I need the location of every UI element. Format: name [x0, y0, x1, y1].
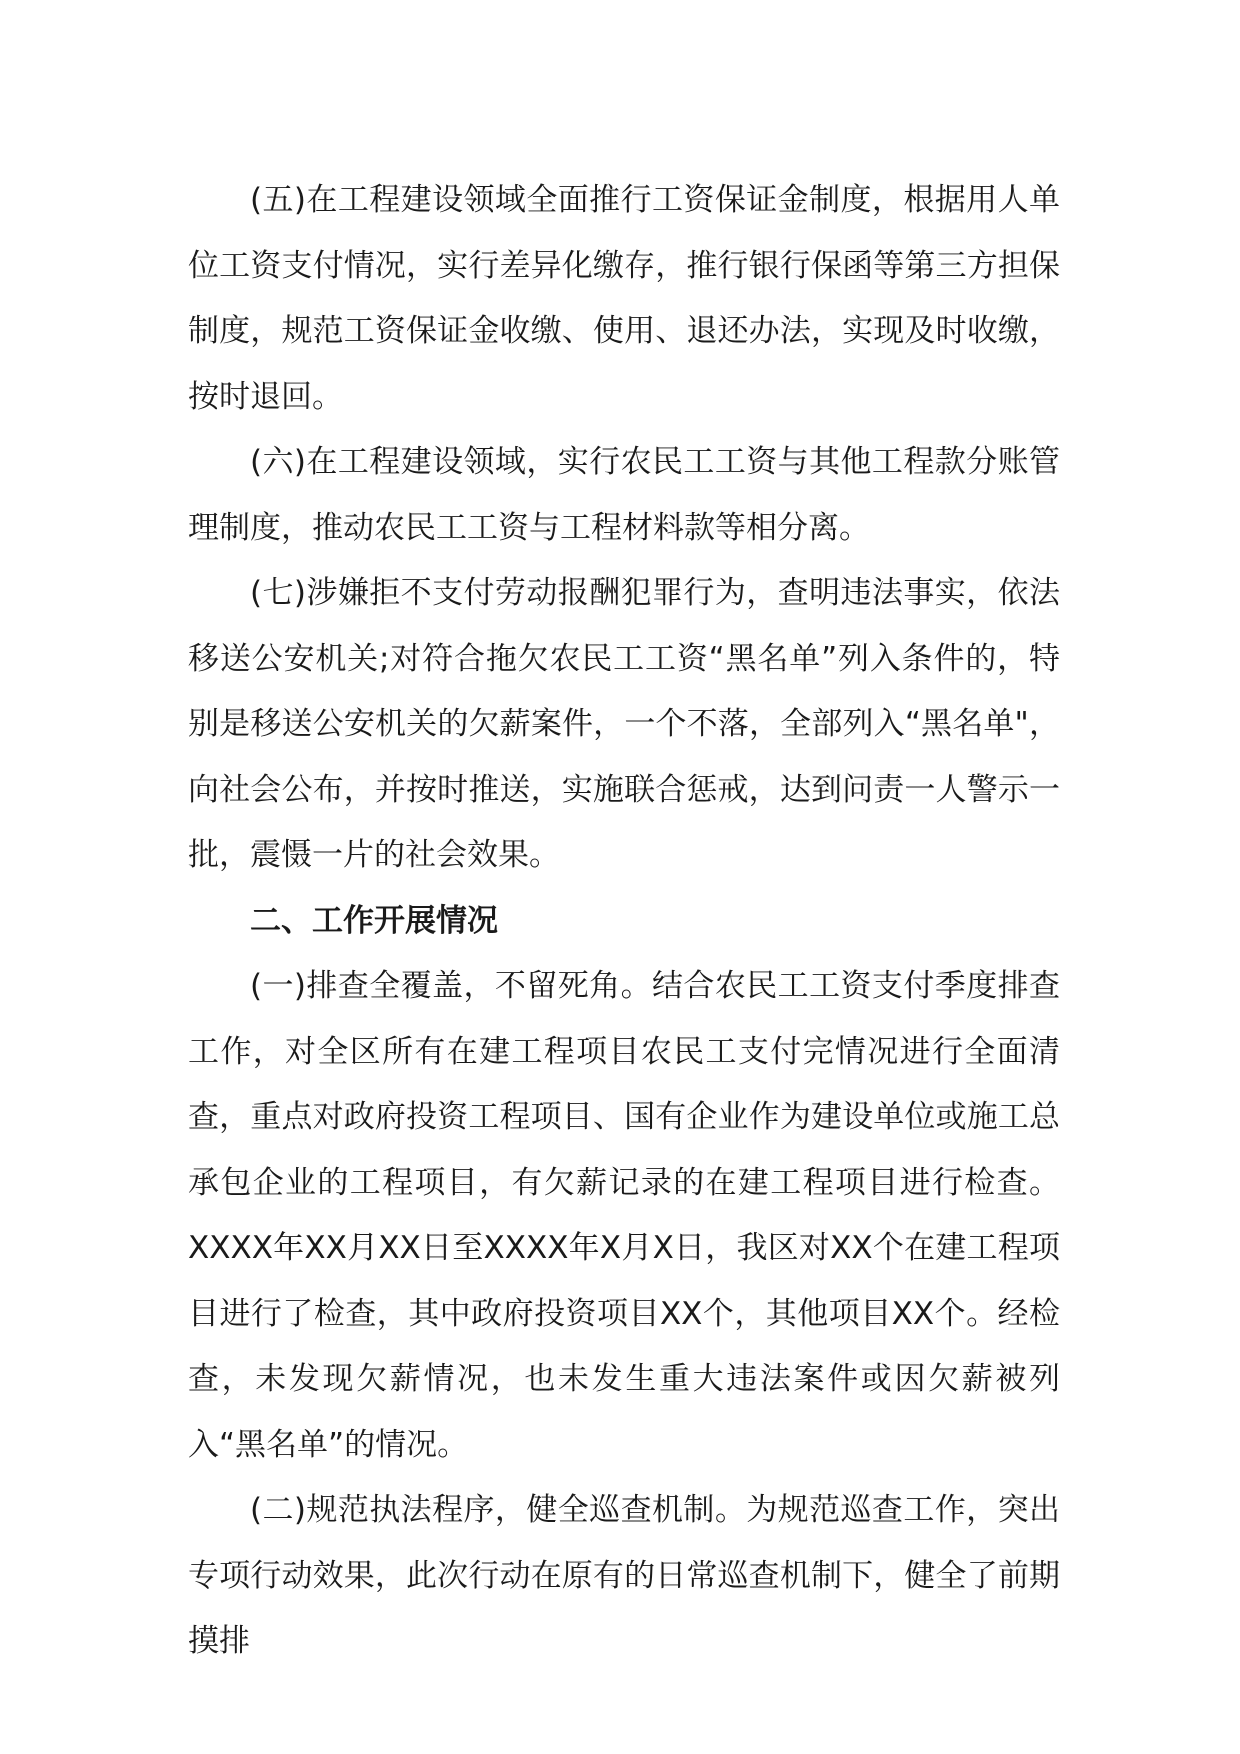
paragraph-item-6: (六)在工程建设领域，实行农民工工资与其他工程款分账管理制度，推动农民工工资与工程材料款等相分离。 — [188, 444, 1060, 546]
paragraph-enforcement-procedure: (二)规范执法程序，健全巡查机制。为规范巡查工作，突出专项行动效果，此次行动在原有的日常巡查机制下，健全了前期摸排 — [188, 1492, 1060, 1659]
document-body — [188, 168, 1060, 1675]
section-heading: 二、工作开展情况 — [250, 902, 498, 939]
paragraph-inspection-coverage: (一)排查全覆盖，不留死角。结合农民工工资支付季度排查工作，对全区所有在建工程项目农民工支付完情况进行全面清查，重点对政府投资工程项目、国有企业作为建设单位或施工总承包企业的工程项目，有欠薪记录的在建工程项目进行检查。XXXX年XX月XX日至XXXX年X月X日，我区对XX个在建工程项目进行了检查，其中政府投资项目XX个，其他项目XX个。经检查，未发现欠薪情况，也未发生重大违法案件或因欠薪被列入“黑名单”的情况。 — [188, 968, 1060, 1463]
paragraph-item-5: (五)在工程建设领域全面推行工资保证金制度，根据用人单位工资支付情况，实行差异化缴存，推行银行保函等第三方担保制度，规范工资保证金收缴、使用、退还办法，实现及时收缴，按时退回。 — [188, 182, 1060, 415]
paragraph-item-7: (七)涉嫌拒不支付劳动报酬犯罪行为，查明违法事实，依法移送公安机关;对符合拖欠农民工工资“黑名单”列入条件的，特别是移送公安机关的欠薪案件，一个不落，全部列入“黑名单"，向社会公布，并按时推送，实施联合惩戒，达到问责一人警示一批，震慑一片的社会效果。 — [188, 575, 1060, 873]
